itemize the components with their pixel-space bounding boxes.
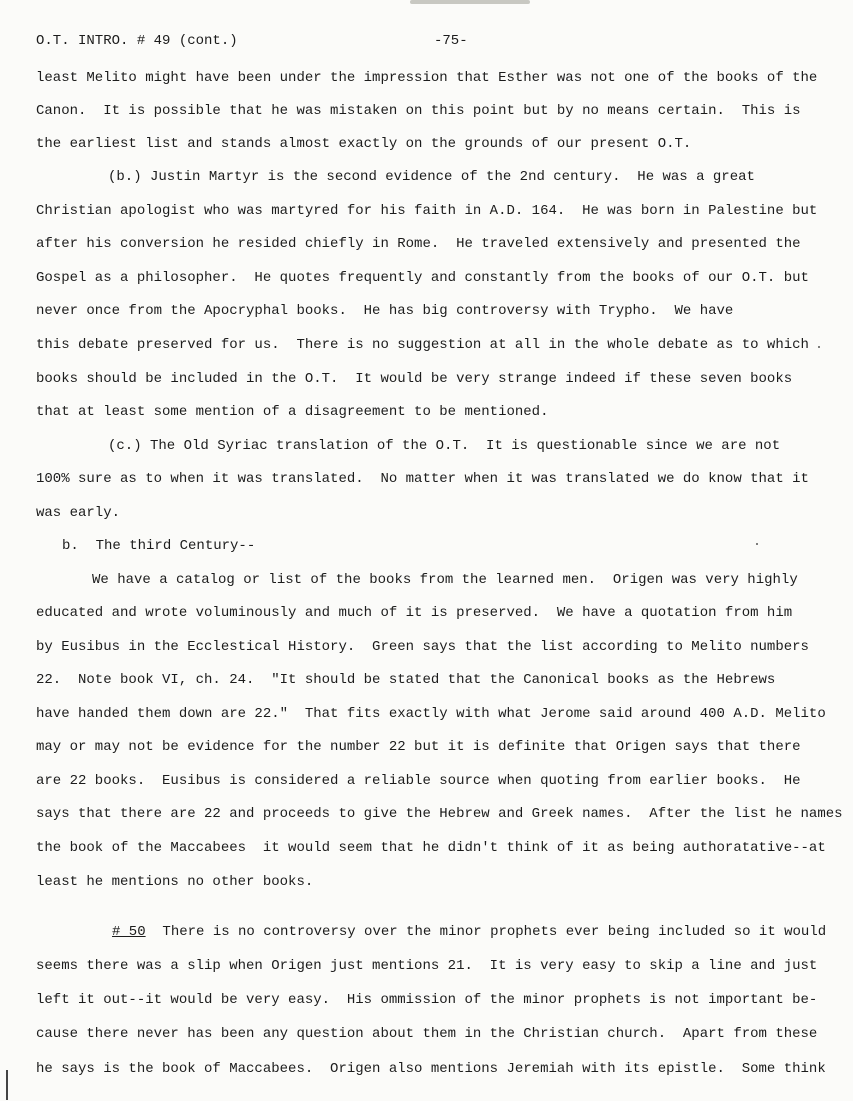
body-line: says that there are 22 and proceeds to give the Hebrew and Greek names. After the list he names [36, 806, 843, 822]
body-line: (b.) Justin Martyr is the second evidence of the 2nd century. He was a great [108, 169, 755, 185]
scan-edge-mark [6, 1070, 8, 1100]
body-line: he says is the book of Maccabees. Origen also mentions Jeremiah with its epistle. Some think [36, 1061, 826, 1077]
body-line: seems there was a slip when Origen just mentions 21. It is very easy to skip a line and just [36, 958, 818, 974]
body-line: the book of the Maccabees it would seem that he didn't think of it as being authoratative--at [36, 840, 826, 856]
body-line: least Melito might have been under the impression that Esther was not one of the books of the [36, 70, 818, 86]
page-header-title: O.T. INTRO. # 49 (cont.) [36, 33, 238, 49]
body-line: least he mentions no other books. [36, 874, 314, 890]
section-heading: b. The third Century-- [62, 538, 256, 554]
section-50-marker: # 50 [112, 924, 146, 940]
section-50-first-line [112, 923, 826, 941]
scan-speck [756, 543, 758, 545]
body-line: educated and wrote voluminously and much of it is preserved. We have a quotation from him [36, 605, 793, 621]
body-line: after his conversion he resided chiefly in Rome. He traveled extensively and presented the [36, 236, 801, 252]
page-number: -75- [434, 33, 468, 49]
body-line: never once from the Apocryphal books. He has big controversy with Trypho. We have [36, 303, 734, 319]
body-line: that at least some mention of a disagreement to be mentioned. [36, 404, 549, 420]
body-line: was early. [36, 505, 121, 521]
page-header [36, 33, 816, 55]
body-line: books should be included in the O.T. It would be very strange indeed if these seven books [36, 371, 793, 387]
body-line: the earliest list and stands almost exactly on the grounds of our present O.T. [36, 136, 692, 152]
body-line: 100% sure as to when it was translated. No matter when it was translated we do know that it [36, 471, 809, 487]
body-line: Christian apologist who was martyred for his faith in A.D. 164. He was born in Palestine but [36, 203, 818, 219]
body-line: may or may not be evidence for the number 22 but it is definite that Origen says that there [36, 739, 801, 755]
body-line: are 22 books. Eusibus is considered a reliable source when quoting from earlier books. He [36, 773, 801, 789]
scan-speck [818, 346, 820, 348]
body-line: by Eusibus in the Ecclestical History. Green says that the list according to Melito numbers [36, 639, 809, 655]
body-line: We have a catalog or list of the books from the learned men. Origen was very highly [92, 572, 798, 588]
body-line: have handed them down are 22." That fits exactly with what Jerome said around 400 A.D. Melito [36, 706, 826, 722]
body-line: cause there never has been any question about them in the Christian church. Apart from these [36, 1026, 818, 1042]
body-line: (c.) The Old Syriac translation of the O.T. It is questionable since we are not [108, 438, 781, 454]
section-50-text: There is no controversy over the minor prophets ever being included so it would [162, 924, 827, 940]
scan-artifact [410, 0, 530, 4]
body-line: 22. Note book VI, ch. 24. "It should be stated that the Canonical books as the Hebrews [36, 672, 776, 688]
body-line: Gospel as a philosopher. He quotes frequently and constantly from the books of our O.T. but [36, 270, 809, 286]
body-line: left it out--it would be very easy. His ommission of the minor prophets is not important be- [36, 992, 818, 1008]
body-line: Canon. It is possible that he was mistaken on this point but by no means certain. This is [36, 103, 801, 119]
body-line: this debate preserved for us. There is no suggestion at all in the whole debate as to which [36, 337, 809, 353]
